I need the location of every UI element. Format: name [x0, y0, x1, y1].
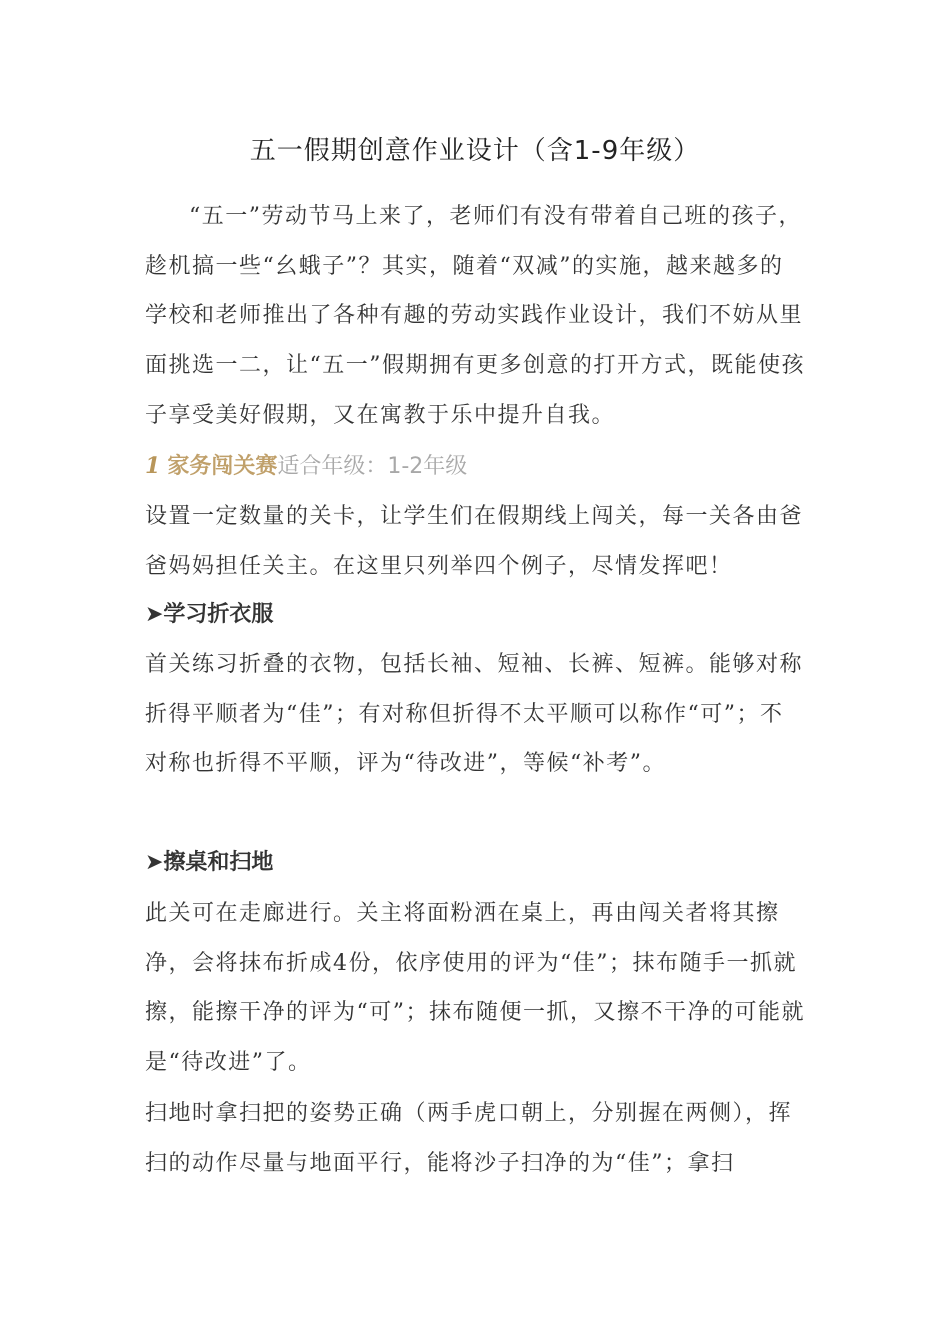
wipe-table-paragraph: 此关可在走廊进行。关主将面粉洒在桌上，再由闯关者将其擦净，会将抹布折成4份，依序使用的评为“佳”；抹布随手一抓就擦，能擦干净的评为“可”；抹布随便一抓，又擦不干净的可能就是“待改进”了。 — [145, 901, 805, 1076]
section-grade: 适合年级：1-2年级 — [277, 454, 468, 479]
subheading-fold-clothes: ➤学习折衣服 — [145, 602, 274, 627]
section-name: 家务闯关赛 — [167, 454, 278, 479]
document-title: 五一假期创意作业设计（含1-9年级） — [249, 136, 701, 166]
section-number: 1 — [145, 453, 161, 479]
subheading-wipe-sweep: ➤擦桌和扫地 — [145, 850, 274, 875]
section-1-paragraph: 设置一定数量的关卡，让学生们在假期线上闯关，每一关各由爸爸妈妈担任关主。在这里只列举四个例子，尽情发挥吧！ — [145, 504, 804, 579]
fold-clothes-paragraph: 首关练习折叠的衣物，包括长袖、短袖、长裤、短裤。能够对称折得平顺者为“佳”；有对称但折得不太平顺可以称作“可”；不对称也折得不平顺，评为“待改进”，等候“补考”。 — [145, 652, 804, 777]
section-1-heading — [145, 442, 467, 491]
intro-paragraph: “五一”劳动节马上来了，老师们有没有带着自己班的孩子，趁机搞一些“幺蛾子”？其实，随着“双减”的实施，越来越多的学校和老师推出了各种有趣的劳动实践作业设计，我们不妨从里面挑选一二，让“五一”假期拥有更多创意的打开方式，既能使孩子享受美好假期，又在寓教于乐中提升自我。 — [145, 204, 805, 428]
sweep-floor-paragraph: 扫地时拿扫把的姿势正确（两手虎口朝上，分别握在两侧），挥扫的动作尽量与地面平行，能将沙子扫净的为“佳”；拿扫 — [145, 1101, 793, 1176]
